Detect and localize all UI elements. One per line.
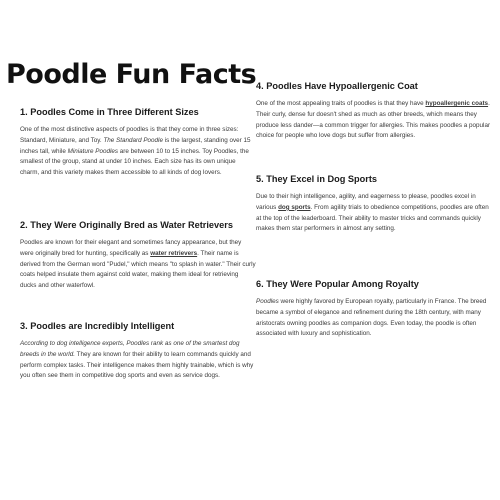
fact-section-5 bbox=[256, 173, 494, 235]
fact-body: According to dog intelligence experts, Poodles rank as one of the smartest dog breeds in the world. They are known for their ability to learn commands quickly and perform complex tasks. Their intelligence makes them highly trainable, which is why you often see them in competitive dog sports and even as service dogs. bbox=[20, 340, 254, 380]
fact-heading: 4. Poodles Have Hypoallergenic Coat bbox=[256, 81, 418, 91]
fact-heading: 2. They Were Originally Bred as Water Retrievers bbox=[20, 220, 233, 230]
fact-heading: 1. Poodles Come in Three Different Sizes bbox=[20, 107, 199, 117]
fact-heading: 3. Poodles are Incredibly Intelligent bbox=[20, 321, 175, 331]
fact-body: Poodles were highly favored by European royalty, particularly in France. The breed became a symbol of elegance and refinement during the 18th century, with many aristocrats owning poodles as companion dogs. Even today, the poodle is often associated with luxury and sophistication. bbox=[256, 298, 487, 338]
fact-section-4 bbox=[256, 80, 494, 142]
page-title: Poodle Fun Facts bbox=[6, 59, 257, 90]
fact-section-2 bbox=[20, 219, 256, 292]
fact-section-3 bbox=[20, 320, 256, 382]
fact-section-6 bbox=[256, 278, 494, 340]
fact-body: Due to their high intelligence, agility, and eagerness to please, poodles excel in various dog sports. From agility trials to obedience competitions, poodles are often at the top of the leaderboard. Their ability to master tricks and commands quickly makes them star performers in almost any setting. bbox=[256, 193, 489, 233]
fact-section-1 bbox=[20, 106, 256, 179]
fact-heading: 6. They Were Popular Among Royalty bbox=[256, 279, 419, 289]
fact-body: Poodles are known for their elegant and sometimes fancy appearance, but they were originally bred for hunting, specifically as water retrievers. Their name is derived from the German word "Pudel," which means "to splash in water." Their curly coats helped insulate them against cold water, making them ideal for retrieving ducks and other waterfowl. bbox=[20, 239, 256, 290]
fact-body: One of the most appealing traits of poodles is that they have hypoallergenic coats. Their curly, dense fur doesn't shed as much as other breeds, which means they produce less dander—a common trigger for allergies. This makes poodles a popular choice for people who love dogs but suffer from allergies. bbox=[256, 100, 491, 140]
fact-heading: 5. They Excel in Dog Sports bbox=[256, 174, 377, 184]
fact-body: One of the most distinctive aspects of poodles is that they come in three sizes: Standard, Miniature, and Toy. The Standard Poodle is the largest, standing over 15 inches tall, while Miniature Poodles are between 10 to 15 inches. Toy Poodles, the smallest of the group, stand at under 10 inches. Each size has its own unique charm, and this variety makes them accessible to all kinds of dog lovers. bbox=[20, 126, 251, 177]
